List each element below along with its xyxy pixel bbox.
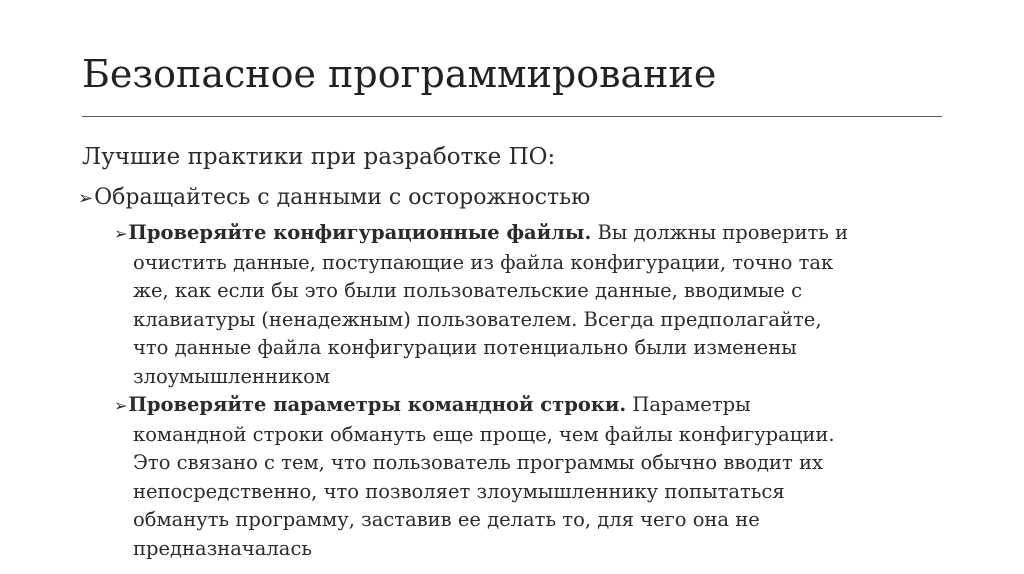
bullet-item-config-files [114,219,944,391]
level1-bullet-item [78,182,590,215]
bullet-line: Это связано с тем, что пользователь программы обычно вводит их [133,451,824,474]
bullet-text: Параметры [626,393,751,416]
bullet-first-line [114,219,944,249]
bullet-line: предназначалась [133,536,312,560]
slide-title: Безопасное программирование [82,52,717,96]
bullet-line: же, как если бы это были пользовательские данные, вводимые с [133,279,803,302]
bullet-line: непосредственно, что позволяет злоумышленнику попытаться [133,479,785,503]
bullet-line: что данные файла конфигурации потенциально были изменены [133,336,797,359]
bullet-line: командной строки обмануть еще проще, чем файлы конфигурации. [133,422,835,446]
arrow-bullet-icon: ➢ [114,396,128,415]
arrow-bullet-icon: ➢ [78,188,94,209]
arrow-bullet-icon: ➢ [114,224,128,243]
bullet-text: Вы должны проверить и [591,221,849,244]
bullet-line: злоумышленником [133,364,331,388]
level1-bullet-text: Обращайтесь с данными с осторожностью [94,185,591,210]
title-divider [82,116,942,117]
bullet-line: клавиатуры (ненадежным) пользователем. Всегда предполагайте, [133,307,822,331]
bullet-first-line [114,391,944,421]
bullet-line: очистить данные, поступающие из файла конфигурации, точно так [133,250,834,274]
bullet-heading: Проверяйте параметры командной строки. [128,393,627,416]
bullet-line: обмануть программу, заставив ее делать то, для чего она не [133,508,760,531]
bullet-heading: Проверяйте конфигурационные файлы. [128,221,592,244]
intro-text: Лучшие практики при разработке ПО: [82,144,556,170]
bullet-item-command-line [114,391,944,563]
